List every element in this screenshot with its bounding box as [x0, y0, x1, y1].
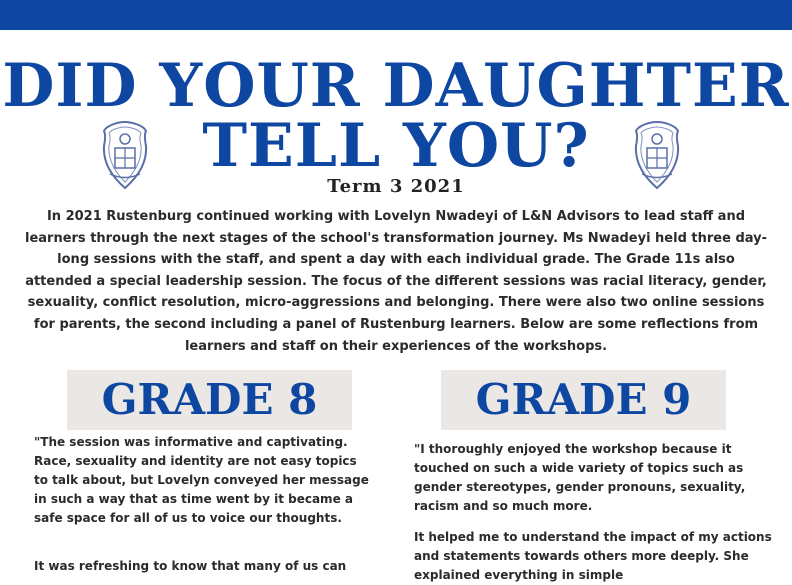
grade-8-quote-paragraph-1: "The session was informative and captivating. Race, sexuality and identity are not easy topics to talk about, but Lovelyn conveyed her message in such a way that as time went by it became a safe space for all of us to voice our thoughts. [34, 435, 369, 525]
top-banner-bar [0, 0, 792, 30]
intro-paragraph: In 2021 Rustenburg continued working with Lovelyn Nwadeyi of L&N Advisors to lead staff and learners through the next stages of the school's transformation journey. Ms Nwadeyi held three day-long sessions with the staff, and spent a day with each individual grade. The Grade 11s also attended a special leadership session. The focus of the different sessions was racial literacy, gender, sexuality, conflict resolution, micro-aggressions and belonging. There were also two online sessions for parents, the second including a panel of Rustenburg learners. Below are some reflections from learners and staff on their experiences of the workshops. [24, 209, 767, 354]
grade-9-quote-paragraph-2: It helped me to understand the impact of my actions and statements towards others more deeply. She explained everything in simple [414, 530, 772, 582]
page-title-line-1: DID YOUR DAUGHTER [2, 51, 790, 121]
page-title-line-2: TELL YOU? [202, 111, 590, 181]
term-subtitle: Term 3 2021 [327, 176, 465, 197]
grade-9-heading: GRADE 9 [441, 370, 726, 430]
grade-8-heading: GRADE 8 [67, 370, 352, 430]
grade-8-quote-paragraph-2: It was refreshing to know that many of us can [34, 559, 347, 573]
grade-9-quote-paragraph-1: "I thoroughly enjoyed the workshop because it touched on such a wide variety of topics such as gender stereotypes, gender pronouns, sexuality, racism and so much more. [414, 442, 746, 513]
